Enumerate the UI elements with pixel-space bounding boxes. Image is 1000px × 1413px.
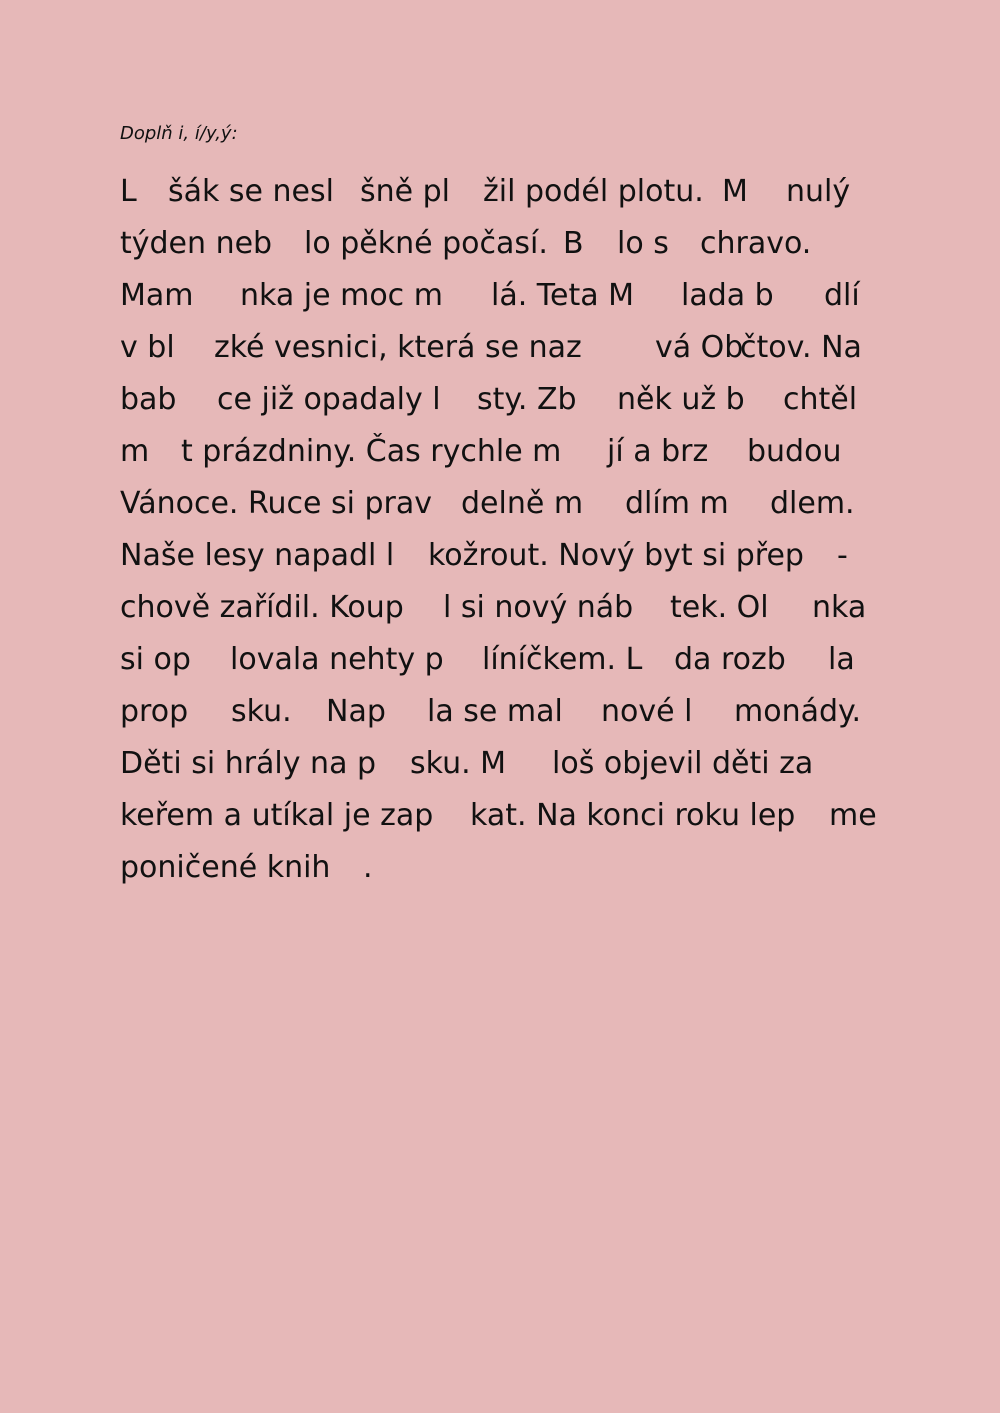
text-segment: jí a brz	[607, 434, 709, 469]
text-segment: lada b	[681, 278, 774, 313]
text-segment: kat. Na konci roku lep	[470, 798, 796, 833]
text-segment: nulý	[786, 174, 851, 209]
text-segment: nka	[812, 590, 867, 625]
text-segment: poničené knih	[120, 850, 331, 885]
text-segment: chtěl	[783, 382, 858, 417]
text-line	[0, 432, 1000, 472]
text-segment: la	[828, 642, 855, 677]
text-segment: dlem.	[770, 486, 855, 521]
text-segment: lovala nehty p	[230, 642, 444, 677]
text-segment: m	[120, 434, 150, 469]
text-segment: žil podél plotu.	[483, 174, 704, 209]
text-segment: nové l	[601, 694, 693, 729]
text-segment: dlím m	[625, 486, 729, 521]
text-segment: nka je moc m	[240, 278, 443, 313]
text-line	[0, 172, 1000, 212]
text-segment: šák se nesl	[168, 174, 334, 209]
text-segment: líníčkem. L	[482, 642, 643, 677]
text-line	[0, 224, 1000, 264]
text-line	[0, 692, 1000, 732]
text-segment: M	[722, 174, 748, 209]
text-segment: t prázdniny. Čas rychle m	[181, 434, 562, 469]
text-line	[0, 796, 1000, 836]
text-segment: me	[829, 798, 877, 833]
text-line	[0, 276, 1000, 316]
text-segment: lá. Teta M	[491, 278, 635, 313]
text-segment: šně pl	[360, 174, 451, 209]
text-segment: Vánoce. Ruce si prav	[120, 486, 432, 521]
text-segment: lo s	[617, 226, 669, 261]
text-segment: budou	[747, 434, 842, 469]
text-segment: chově zařídil. Koup	[120, 590, 404, 625]
text-segment: Děti si hrály na p	[120, 746, 377, 781]
text-segment: prop	[120, 694, 189, 729]
text-line	[0, 588, 1000, 628]
text-segment: v bl	[120, 330, 175, 365]
text-segment: vá Ob	[655, 330, 744, 365]
text-segment: bab	[120, 382, 177, 417]
text-segment: chravo.	[700, 226, 812, 261]
text-segment: Naše lesy napadl l	[120, 538, 395, 573]
text-segment: týden neb	[120, 226, 273, 261]
text-segment: ce již opadaly l	[217, 382, 441, 417]
text-segment: da rozb	[674, 642, 786, 677]
text-segment: sku.	[231, 694, 292, 729]
text-segment: .	[363, 850, 373, 885]
text-segment: loš objevil děti za	[552, 746, 814, 781]
text-line	[0, 640, 1000, 680]
text-segment: delně m	[461, 486, 584, 521]
text-line	[0, 848, 1000, 888]
text-segment: sku. M	[410, 746, 507, 781]
text-segment: čtov. Na	[740, 330, 862, 365]
text-line	[0, 744, 1000, 784]
text-line	[0, 380, 1000, 420]
text-segment: Mam	[120, 278, 194, 313]
text-segment: la se mal	[427, 694, 563, 729]
text-segment: sty. Zb	[477, 382, 577, 417]
text-line	[0, 328, 1000, 368]
text-segment: si op	[120, 642, 191, 677]
text-segment: kožrout. Nový byt si přep	[428, 538, 804, 573]
text-segment: dlí	[824, 278, 860, 313]
text-segment: něk už b	[617, 382, 745, 417]
text-segment: monády.	[734, 694, 862, 729]
text-segment: zké vesnici, která se naz	[214, 330, 582, 365]
text-segment: l si nový náb	[443, 590, 634, 625]
text-segment: -	[837, 538, 848, 573]
text-segment: B	[563, 226, 584, 261]
text-line	[0, 484, 1000, 524]
text-segment: lo pěkné počasí.	[304, 226, 548, 261]
text-line	[0, 536, 1000, 576]
text-segment: tek. Ol	[670, 590, 769, 625]
text-segment: L	[120, 174, 137, 209]
text-segment: keřem a utíkal je zap	[120, 798, 434, 833]
instruction-heading: Doplň i, í/y,ý:	[120, 123, 238, 144]
text-segment: Nap	[326, 694, 386, 729]
